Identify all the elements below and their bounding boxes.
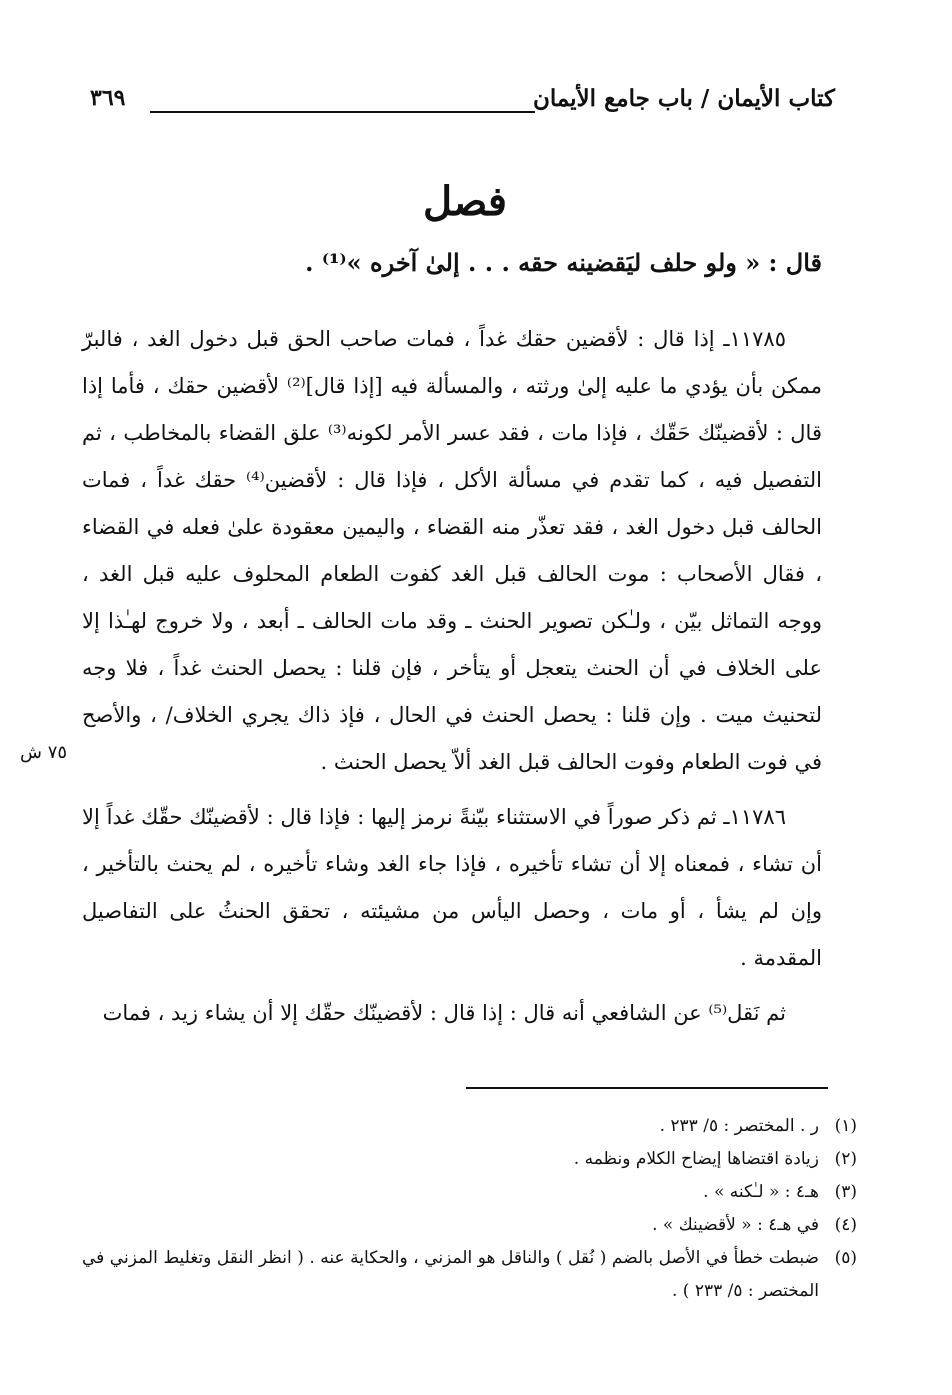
header-title: كتاب الأيمان / باب جامع الأيمان xyxy=(532,85,835,112)
footnotes xyxy=(82,1110,857,1308)
footnote-text: في هـ٤ : « لأقضينك » . xyxy=(652,1215,819,1235)
paragraph-11786: ١١٧٨٦ـ ثم ذكر صوراً في الاستثناء بيّنةً نرمز إليها : فإذا قال : لأقضينّك حقّك غداً إلا أن تشاء ، فمعناه إلا أن تشاء تأخيره ، فإذا جاء الغد وشاء تأخيره ، لم يحنث بالتأخير ، وإن لم يشأ ، أو مات ، وحصل اليأس من مشيئته ، تحقق الحنثُ على التفاصيل المقدمة . xyxy=(82,805,822,970)
footnote-text: زيادة اقتضاها إيضاح الكلام ونظمه . xyxy=(573,1149,819,1169)
footnote-text: هـ٤ : « لـٰكنه » . xyxy=(703,1182,819,1202)
quoted-statement: قال : « ولو حلف ليَقضينه حقه . . . إلىٰ آخره »⁽¹⁾ . xyxy=(305,248,822,277)
footnote-number: (٣) xyxy=(834,1182,857,1202)
footnote-3 xyxy=(82,1176,857,1209)
footnote-2 xyxy=(82,1143,857,1176)
footnote-number: (٥) xyxy=(834,1248,857,1268)
running-header xyxy=(90,85,835,125)
header-rule xyxy=(150,111,535,113)
footnote-1 xyxy=(82,1110,857,1143)
margin-folio-note: ٧٥ ش xyxy=(20,742,68,763)
footnote-separator xyxy=(466,1087,828,1089)
paragraph-continuation: ثم نَقل⁽⁵⁾ عن الشافعي أنه قال : إذا قال : لأقضينّك حقّك إلا أن يشاء زيد ، فمات xyxy=(102,1001,786,1025)
footnote-number: (٢) xyxy=(834,1149,857,1169)
main-text xyxy=(82,316,822,1045)
paragraph-11785: ١١٧٨٥ـ إذا قال : لأقضين حقك غداً ، فمات صاحب الحق قبل دخول الغد ، فالبرّ ممكن بأن يؤدي ما عليه إلىٰ ورثته ، والمسألة فيه [إذا قال]⁽²⁾ لأقضين حقك ، فأما إذا قال : لأقضينّك حَقّك ، فإذا مات ، فقد عسر الأمر لكونه⁽³⁾ علق القضاء بالمخاطب ، ثم التفصيل فيه ، كما تقدم في مسألة الأكل ، فإذا قال : لأقضين⁽⁴⁾ حقك غداً ، فمات الحالف قبل دخول الغد ، فقد تعذّر منه القضاء ، واليمين معقودة علىٰ فعله في القضاء ، فقال الأصحاب : موت الحالف قبل الغد كفوت الطعام المحلوف عليه قبل الغد ، ووجه التماثل بيّن ، ولـٰكن تصوير الحنث ـ وقد مات الحالف ـ أبعد ، ولا خروج لهـٰذا إلا على الخلاف في أن الحنث يتعجل أو يتأخر ، فإن قلنا : يحصل الحنث غداً ، فلا وجه لتحنيث ميت . وإن قلنا : يحصل الحنث في الحال ، فإذ ذاك يجري الخلاف/ ، والأصح في فوت الطعام وفوت الحالف قبل الغد ألاّ يحصل الحنث . xyxy=(82,327,823,774)
footnote-text: ضبطت خطأ في الأصل بالضم ( نُقل ) والناقل هو المزني ، والحكاية عنه . ( انظر النقل وتغليط المزني في المختصر : ٥/ ٢٣٣ ) . xyxy=(82,1248,819,1301)
footnote-5 xyxy=(82,1242,857,1308)
footnote-4 xyxy=(82,1209,857,1242)
footnote-number: (١) xyxy=(834,1116,857,1136)
footnote-number: (٤) xyxy=(834,1215,857,1235)
section-heading-ornament: فصل xyxy=(422,178,508,225)
footnote-text: ر . المختصر : ٥/ ٢٣٣ . xyxy=(659,1116,819,1136)
page-number: ٣٦٩ xyxy=(90,85,126,111)
